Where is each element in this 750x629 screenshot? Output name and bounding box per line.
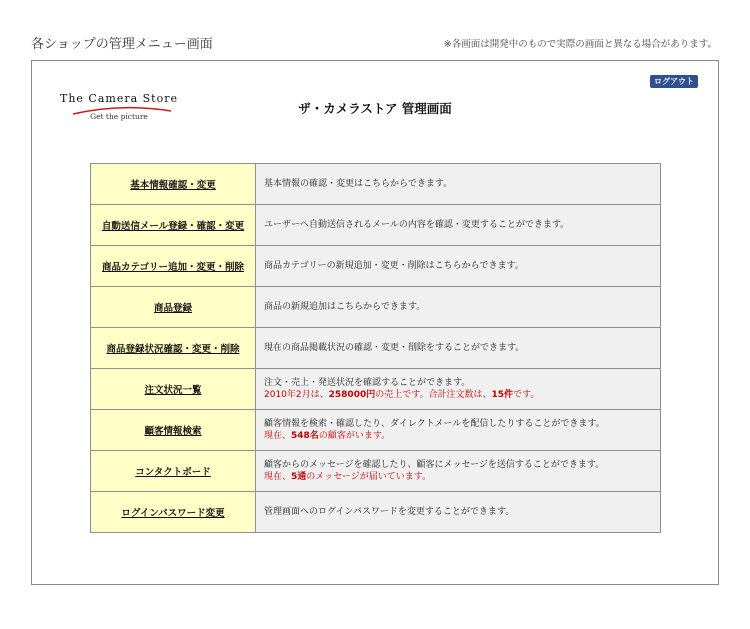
menu-link-customer-search[interactable]: 顧客情報検索 — [144, 426, 202, 437]
admin-frame — [31, 60, 719, 585]
menu-link-product-register[interactable]: 商品登録 — [153, 303, 192, 314]
contact-desc: 顧客からのメッセージを確認したり、顧客にメッセージを送信することができます。 — [264, 460, 605, 470]
orders-status — [264, 389, 660, 401]
menu-link-contact-board[interactable]: コンタクトボード — [135, 467, 211, 478]
orders-count: 15件 — [491, 390, 514, 400]
contact-status — [264, 471, 660, 483]
menu-desc: 基本情報の確認・変更はこちらからできます。 — [256, 164, 661, 205]
menu-link-password[interactable]: ログインパスワード変更 — [121, 508, 225, 519]
contact-status-text: のメッセージが届いています。 — [306, 472, 432, 482]
menu-desc: ユーザーへ自動送信されるメールの内容を確認・変更することができます。 — [256, 205, 661, 246]
menu-desc: 現在の商品掲載状況の確認・変更・削除をすることができます。 — [256, 328, 661, 369]
menu-link-orders[interactable]: 注文状況一覧 — [144, 385, 202, 396]
menu-desc: 商品カテゴリーの新規追加・変更・削除はこちらからできます。 — [256, 246, 661, 287]
customer-count: 548名 — [291, 431, 319, 441]
menu-row — [91, 287, 661, 328]
menu-link-basic-info[interactable]: 基本情報確認・変更 — [130, 180, 216, 191]
customers-status — [264, 430, 660, 442]
menu-link-product-status[interactable]: 商品登録状況確認・変更・削除 — [106, 344, 240, 355]
menu-link-category[interactable]: 商品カテゴリー追加・変更・削除 — [101, 262, 245, 273]
menu-row — [91, 451, 661, 492]
orders-status-text: の売上です。合計注文数は、 — [375, 390, 492, 400]
orders-status-text: です。 — [513, 390, 540, 400]
customers-status-text: 現在、 — [264, 431, 292, 441]
page-note: ※各画面は開発中のもので実際の画面と異なる場合があります。 — [443, 39, 717, 50]
menu-row — [91, 205, 661, 246]
customers-desc: 顧客情報を検索・確認したり、ダイレクトメールを配信したりすることができます。 — [264, 419, 605, 429]
menu-desc: 商品の新規追加はこちらからできます。 — [256, 287, 661, 328]
menu-desc-customers — [256, 410, 661, 451]
orders-status-text: 2010年2月は、 — [264, 390, 329, 400]
admin-title: ザ・カメラストア 管理画面 — [298, 101, 452, 116]
logo-tagline: Get the picture — [90, 112, 148, 121]
menu-desc-orders — [256, 369, 661, 410]
menu-desc-contact — [256, 451, 661, 492]
logout-button[interactable]: ログアウト — [650, 75, 698, 88]
customers-status-text: の顧客がいます。 — [318, 431, 391, 441]
menu-link-auto-mail[interactable]: 自動送信メール登録・確認・変更 — [101, 221, 245, 232]
orders-sales-amount: 258000円 — [328, 390, 376, 400]
logo-title: The Camera Store — [59, 92, 178, 105]
menu-row — [91, 328, 661, 369]
menu-row — [91, 164, 661, 205]
menu-row — [91, 410, 661, 451]
admin-menu-table — [90, 163, 661, 533]
page-caption: 各ショップの管理メニュー画面 — [31, 37, 213, 52]
menu-row — [91, 492, 661, 533]
message-count: 5通 — [291, 472, 307, 482]
contact-status-text: 現在、 — [264, 472, 292, 482]
menu-row — [91, 369, 661, 410]
orders-desc: 注文・売上・発送状況を確認することができます。 — [264, 378, 471, 388]
menu-desc: 管理画面へのログインパスワードを変更することができます。 — [256, 492, 661, 533]
menu-row — [91, 246, 661, 287]
